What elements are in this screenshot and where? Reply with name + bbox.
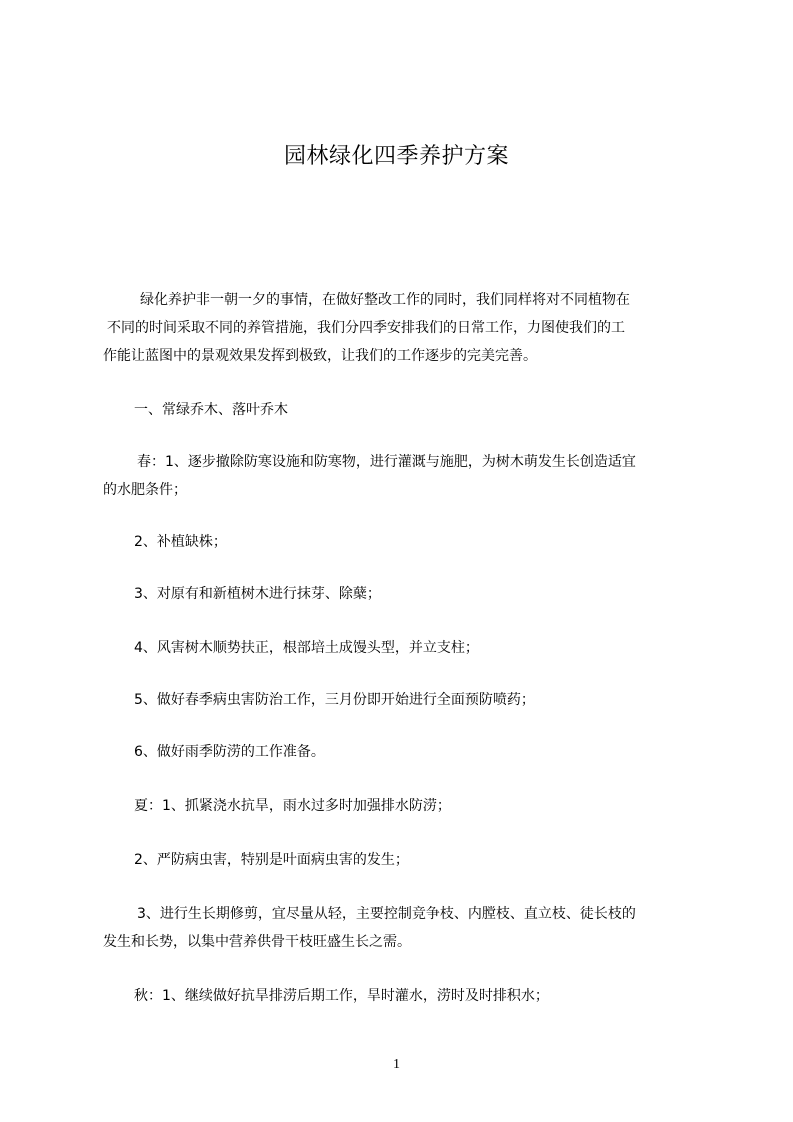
intro-line-2: 不同的时间采取不同的养管措施，我们分四季安排我们的日常工作，力图使我们的工 (107, 320, 625, 336)
summer-item-1: 夏：1、抓紧浇水抗旱，雨水过多时加强排水防涝； (134, 798, 451, 814)
spring-item-6: 6、做好雨季防涝的工作准备。 (134, 744, 325, 760)
spring-item-1-line-2: 的水肥条件； (103, 482, 187, 498)
spring-item-4: 4、风害树木顺势扶正，根部培土成馒头型，并立支柱； (134, 640, 479, 656)
summer-item-3-line-2: 发生和长势，以集中营养供骨干枝旺盛生长之需。 (103, 934, 411, 950)
summer-item-3-line-1: 3、进行生长期修剪，宜尽量从轻，主要控制竞争枝、内膛枝、直立枝、徒长枝的 (137, 906, 636, 922)
section-heading-trees: 一、常绿乔木、落叶乔木 (134, 402, 288, 418)
spring-item-1-line-1: 春：1、逐步撤除防寒设施和防寒物，进行灌溉与施肥，为树木萌发生长创造适宜 (137, 454, 636, 470)
page-number: 1 (393, 1057, 400, 1072)
intro-line-3: 作能让蓝图中的景观效果发挥到极致，让我们的工作逐步的完美完善。 (103, 348, 537, 364)
summer-item-2: 2、严防病虫害，特别是叶面病虫害的发生； (134, 852, 409, 868)
spring-item-5: 5、做好春季病虫害防治工作，三月份即开始进行全面预防喷药； (134, 692, 535, 708)
spring-item-2: 2、补植缺株； (134, 534, 227, 550)
document-title: 园林绿化四季养护方案 (283, 144, 509, 169)
intro-line-1: 绿化养护非一朝一夕的事情，在做好整改工作的同时，我们同样将对不同植物在 (140, 292, 630, 308)
spring-item-3: 3、对原有和新植树木进行抹芽、除蘖； (134, 586, 381, 602)
autumn-item-1: 秋：1、继续做好抗旱排涝后期工作，旱时灌水，涝时及时排积水； (134, 988, 549, 1004)
